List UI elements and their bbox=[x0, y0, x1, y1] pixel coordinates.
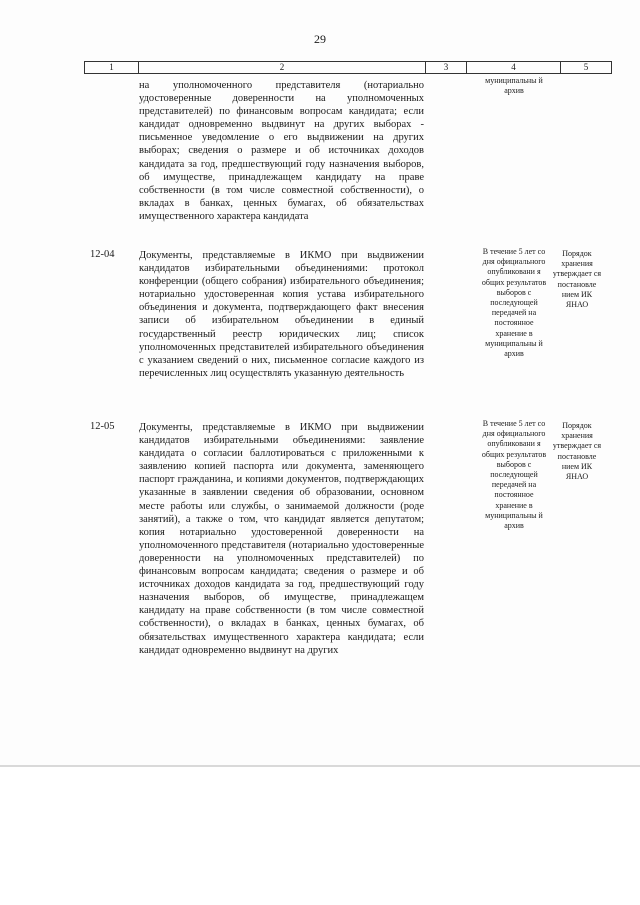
page-number: 29 bbox=[314, 32, 326, 46]
column-header-3: 3 bbox=[426, 62, 467, 73]
row-1-text: Документы, представляемые в ИКМО при выдвижении кандидатов избирательными объединениями: протокол конференции (общего собрания) избирательного объединения; нотариально удостоверенная копия устава избирательного объединения и документа, подтверждающего факт внесения записи об избирательном объединении в единый государственный реестр юридических лиц; список уполномоченных представителей избирательного объединения с указанием сведений о них, письменное согласие каждого из перечисленных лиц осуществлять указанную деятельность bbox=[139, 250, 424, 379]
row-2-retention: В течение 5 лет со дня официального опубликовани я общих результатов выборов с последующей передачей на постоянное хранение в муниципальны й архив bbox=[481, 419, 547, 531]
row-0-text: на уполномоченного представителя (нотариально удостоверенные доверенности на уполномоченных представителей) по финансовым вопросам кандидата; если кандидат одновременно выдвинут на других выборах - письменное уведомление о его выдвижении на других выборах; сведения о размере и об источниках доходов кандидата за год, предшествующий году назначения выборов, об имуществе, принадлежащем кандидату на праве собственности (в том числе совместной собственности), о вкладах в банках, ценных бумагах, об обязательствах имущественного характера кандидата bbox=[139, 80, 424, 222]
column-header-4: 4 bbox=[467, 62, 561, 73]
row-2-note: Порядок хранения утверждает ся постановле нием ИК ЯНАО bbox=[552, 421, 602, 482]
column-header-5: 5 bbox=[583, 62, 589, 72]
row-1-retention: В течение 5 лет со дня официального опубликовани я общих результатов выборов с последующей передачей на постоянное хранение в муниципальны й архив bbox=[481, 247, 547, 359]
row-0-retention: муниципальны й архив bbox=[485, 76, 543, 96]
column-header-2: 2 bbox=[139, 62, 426, 73]
row-2-code: 12-05 bbox=[90, 421, 115, 432]
row-2-text: Документы, представляемые в ИКМО при выдвижении кандидатов избирательными объединениями: заявление кандидата о согласии баллотироваться с приложенными к заявлению копией паспорта или документа, заменяющего паспорт гражданина, и копиями документов, подтверждающих указанные в заявлении сведения об образовании, основном месте работы или службы, о занимаемой должности (роде занятий), а также о том, что кандидат является депутатом; копия нотариально удостоверенной доверенности на уполномоченного представителя (нотариально удостоверенные доверенности на уполномоченных представителей) по финансовым вопросам кандидата; сведения о размере и об источниках доходов кандидата за год, предшествующий году назначения выборов, об имуществе, принадлежащем кандидату на праве собственности (в том числе совместной собственности), о вкладах в банках, ценных бумагах, об обязательствах имущественного характера кандидата; если кандидат одновременно выдвинут на других bbox=[139, 422, 424, 656]
column-header-row bbox=[84, 61, 612, 74]
column-header-1: 1 bbox=[85, 62, 139, 73]
page-edge bbox=[0, 765, 640, 767]
row-1-code: 12-04 bbox=[90, 249, 115, 260]
row-1-note: Порядок хранения утверждает ся постановле нием ИК ЯНАО bbox=[552, 249, 602, 310]
